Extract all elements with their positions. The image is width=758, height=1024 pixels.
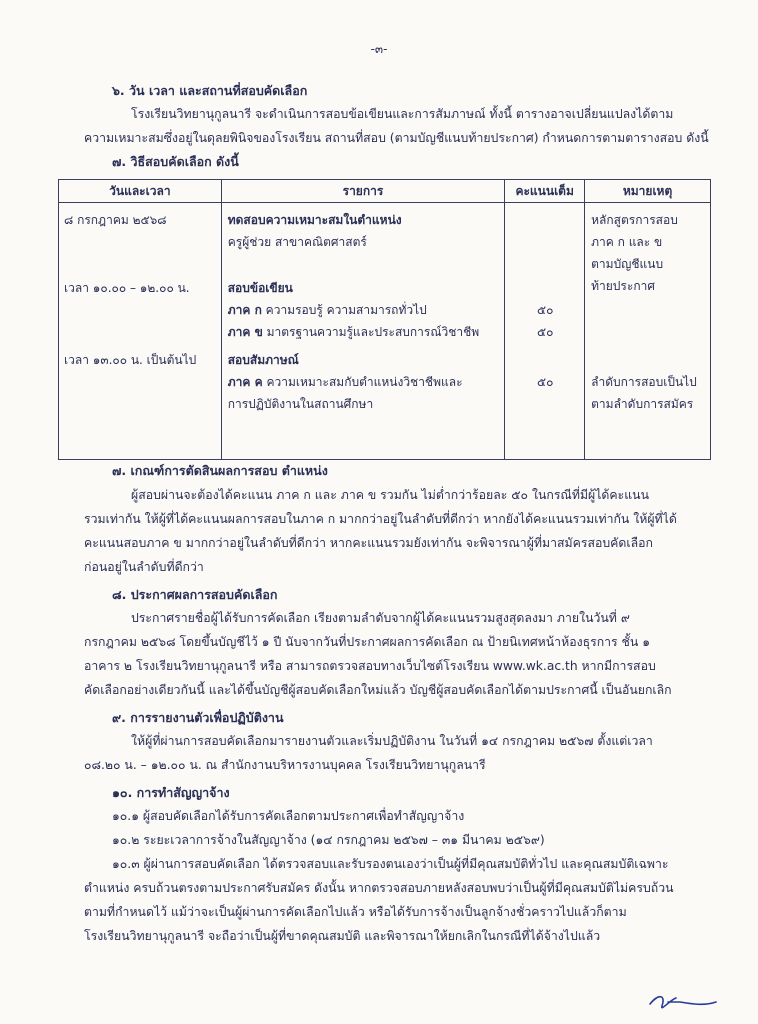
remark-1-line-1: หลักสูตรการสอบ <box>591 213 678 227</box>
cell-remarks <box>585 203 711 460</box>
section10-line-2: ๑๐.๒ ระยะเวลาการจ้างในสัญญาจ้าง (๑๔ กรกฎาคม ๒๕๖๗ – ๓๑ มีนาคม ๒๕๖๙) <box>112 833 545 847</box>
part-c-label: ภาค ค <box>227 375 263 389</box>
section6-line-1: โรงเรียนวิทยานุกูลนารี จะดำเนินการสอบข้อเขียนและการสัมภาษณ์ ทั้งนี้ ตารางอาจเปลี่ยนแปลงได้ตาม <box>131 107 674 121</box>
section6-line-2: ความเหมาะสมซึ่งอยู่ในดุลยพินิจของโรงเรียน สถานที่สอบ (ตามบัญชีแนบท้ายประกาศ) กำหนดการตามตารางสอบ ดังนี้ <box>84 131 709 145</box>
part-a <box>228 301 427 320</box>
section6-heading: ๖. วัน เวลา และสถานที่สอบคัดเลือก <box>112 83 308 98</box>
cell-items <box>221 203 505 460</box>
remark-2-line-2: ตามลำดับการสมัคร <box>591 397 694 411</box>
part-a-label: ภาค ก <box>227 303 262 317</box>
signature-mark <box>640 988 720 1016</box>
part-b-text: มาตรฐานความรู้และประสบการณ์วิชาชีพ <box>266 325 480 339</box>
section10-line-6: โรงเรียนวิทยานุกูลนารี จะถือว่าเป็นผู้ที่ขาดคุณสมบัติ และพิจารณาให้ยกเลิกในกรณีที่ได้จ้างไปแล้ว <box>84 929 601 943</box>
interview-title: สอบสัมภาษณ์ <box>227 353 299 367</box>
section8-line-1: ประกาศรายชื่อผู้ได้รับการคัดเลือก เรียงตามลำดับจากผู้ได้คะแนนรวมสูงสุดลงมา ภายในวันที่ ๙ <box>131 611 630 625</box>
score-part-c: ๕๐ <box>537 375 554 389</box>
part-c-text: ความเหมาะสมกับตำแหน่งวิชาชีพและ <box>266 375 463 389</box>
header-remark: หมายเหตุ <box>585 180 711 203</box>
section10-line-3: ๑๐.๓ ผู้ผ่านการสอบคัดเลือก ได้ตรวจสอบและรับรองตนเองว่าเป็นผู้ที่มีคุณสมบัติทั่วไป และคุณสมบัติเฉพาะ <box>112 857 669 871</box>
section10-line-4: ตำแหน่ง ครบถ้วนตรงตามประกาศรับสมัคร ดังนั้น หากตรวจสอบภายหลังสอบพบว่าเป็นผู้ที่มีคุณสมบัติไม่ครบถ้วน <box>84 881 674 895</box>
header-date-time: วันและเวลา <box>59 180 222 203</box>
section7b-line-3: คะแนนสอบภาค ข มากกว่าอยู่ในลำดับที่ดีกว่า หากคะแนนรวมยังเท่ากัน จะพิจารณาผู้ที่มาสมัครสอบคัดเลือก <box>84 536 653 550</box>
exam-schedule-table <box>58 179 711 460</box>
section10-heading: ๑๐. การทำสัญญาจ้าง <box>112 785 230 800</box>
section7b-heading: ๗. เกณฑ์การตัดสินผลการสอบ ตำแหน่ง <box>112 463 328 478</box>
section9-heading: ๙. การรายงานตัวเพื่อปฏิบัติงาน <box>112 710 284 725</box>
cell-scores <box>505 203 585 460</box>
section8-heading: ๘. ประกาศผลการสอบคัดเลือก <box>112 587 278 602</box>
part-b <box>228 323 479 342</box>
suitability-test-title: ทดสอบความเหมาะสมในตำแหน่ง <box>227 213 402 227</box>
written-time: เวลา ๑๐.๐๐ – ๑๒.๐๐ น. <box>64 281 190 295</box>
score-part-a: ๕๐ <box>537 303 554 317</box>
section8-line-2: กรกฎาคม ๒๕๖๘ โดยขึ้นบัญชีไว้ ๑ ปี นับจากวันที่ประกาศผลการคัดเลือก ณ ป้ายนิเทศหน้าห้องธุรการ ชั้น ๑ <box>84 635 651 649</box>
section10-line-5: ตามที่กำหนดไว้ แม้ว่าจะเป็นผู้ผ่านการคัดเลือกไปแล้ว หรือได้รับการจ้างเป็นลูกจ้างชั่วคราวไปแล้วก็ตาม <box>84 905 627 919</box>
table-row <box>59 203 711 460</box>
header-item: รายการ <box>221 180 505 203</box>
part-c <box>228 373 463 392</box>
score-part-b: ๕๐ <box>537 325 554 339</box>
section7b-line-4: ก่อนอยู่ในลำดับที่ดีกว่า <box>84 560 204 574</box>
interview-time: เวลา ๑๓.๐๐ น. เป็นต้นไป <box>64 353 197 367</box>
page-number: -๓- <box>370 42 388 56</box>
section9-line-2: ๐๘.๒๐ น. – ๑๒.๐๐ น. ณ สำนักงานบริหารงานบุคคล โรงเรียนวิทยานุกูลนารี <box>84 758 486 772</box>
section8-line-3: อาคาร ๒ โรงเรียนวิทยานุกูลนารี หรือ สามารถตรวจสอบทางเว็บไซต์โรงเรียน www.wk.ac.th หากมีการสอบ <box>84 659 656 673</box>
section7b-line-1: ผู้สอบผ่านจะต้องได้คะแนน ภาค ก และ ภาค ข รวมกัน ไม่ต่ำกว่าร้อยละ ๕๐ ในกรณีที่มีผู้ได้คะแนน <box>131 488 649 502</box>
remark-1-line-3: ตามบัญชีแนบ <box>591 257 664 271</box>
remark-1-line-4: ท้ายประกาศ <box>591 279 655 293</box>
position-name: ครูผู้ช่วย สาขาคณิตศาสตร์ <box>227 235 367 249</box>
section10-line-1: ๑๐.๑ ผู้สอบคัดเลือกได้รับการคัดเลือกตามประกาศเพื่อทำสัญญาจ้าง <box>112 809 465 823</box>
remark-1-line-2: ภาค ก และ ข <box>591 235 663 249</box>
exam-date: ๘ กรกฎาคม ๒๕๖๘ <box>64 213 167 227</box>
section7a-heading: ๗. วิธีสอบคัดเลือก ดังนี้ <box>112 154 239 169</box>
part-b-label: ภาค ข <box>227 325 263 339</box>
section8-line-4: คัดเลือกอย่างเดียวกันนี้ และได้ขึ้นบัญชีผู้สอบคัดเลือกใหม่แล้ว บัญชีผู้สอบคัดเลือกได้ตามประกาศนี้ เป็นอันยกเลิก <box>84 683 672 697</box>
part-c-text-2: การปฏิบัติงานในสถานศึกษา <box>227 397 374 411</box>
section7b-line-2: รวมเท่ากัน ให้ผู้ที่ได้คะแนนผลการสอบในภาค ก มากกว่าอยู่ในลำดับที่ดีกว่า หากยังได้คะแนนรวมเท่ากัน ให้ผู้ที่ได้ <box>84 512 677 526</box>
part-a-text: ความรอบรู้ ความสามารถทั่วไป <box>265 303 427 317</box>
header-full-score: คะแนนเต็ม <box>505 180 585 203</box>
cell-date-time <box>59 203 222 460</box>
remark-2-line-1: ลำดับการสอบเป็นไป <box>591 375 697 389</box>
written-exam-title: สอบข้อเขียน <box>227 281 293 295</box>
section9-line-1: ให้ผู้ที่ผ่านการสอบคัดเลือกมารายงานตัวและเริ่มปฏิบัติงาน ในวันที่ ๑๔ กรกฎาคม ๒๕๖๗ ตั้งแต่เวลา <box>131 734 653 748</box>
table-header-row <box>59 180 711 203</box>
